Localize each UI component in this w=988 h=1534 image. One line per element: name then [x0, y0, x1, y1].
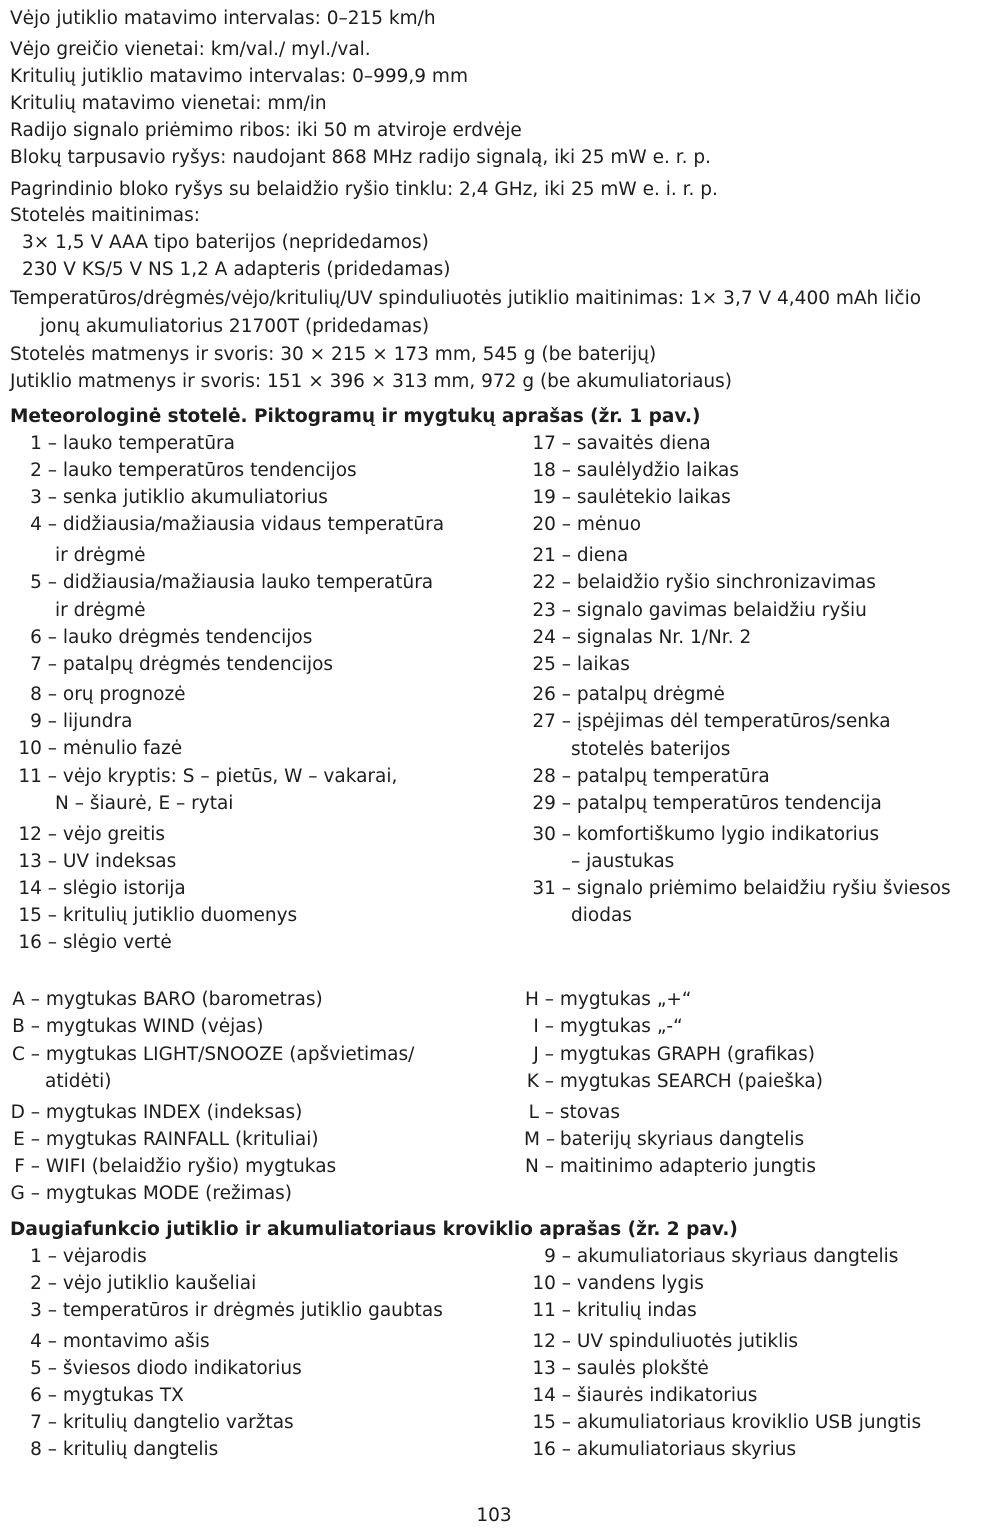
list-item [524, 430, 711, 457]
item-number: C – [11, 1044, 40, 1065]
item-text: slėgio vertė [57, 932, 172, 953]
item-number: 10 – [532, 1273, 571, 1294]
item-number: 8 – [30, 1439, 57, 1460]
item-text: mygtukas LIGHT/SNOOZE (apšvietimas/ [40, 1044, 415, 1065]
item-text: mygtukas BARO (barometras) [40, 989, 323, 1010]
item-text: komfortiškumo lygio indikatorius [571, 824, 880, 845]
list-item [524, 1409, 921, 1436]
list-item [10, 929, 172, 956]
item-text: šviesos diodo indikatorius [57, 1358, 302, 1379]
item-text: WIFI (belaidžio ryšio) mygtukas [40, 1156, 337, 1177]
item-text: mygtukas TX [57, 1385, 184, 1406]
item-text: vėjarodis [57, 1246, 147, 1267]
item-text: mygtukas RAINFALL (krituliai) [40, 1129, 319, 1150]
item-number: 15 – [532, 1412, 571, 1433]
item-continuation: – jaustukas [571, 851, 675, 872]
item-text: montavimo ašis [57, 1331, 210, 1352]
item-text: mygtukas INDEX (indeksas) [40, 1102, 303, 1123]
list-item [524, 1328, 798, 1355]
item-text: baterijų skyriaus dangtelis [554, 1129, 805, 1150]
list-item [10, 735, 182, 762]
list-item [524, 597, 867, 624]
item-text: savaitės diena [571, 433, 711, 454]
item-text: temperatūros ir drėgmės jutiklio gaubtas [57, 1300, 443, 1321]
item-text: šiaurės indikatorius [571, 1385, 758, 1406]
list-item [10, 511, 444, 538]
list-item [10, 1382, 184, 1409]
item-number: 6 – [30, 627, 57, 648]
item-text: mygtukas „+“ [554, 989, 692, 1010]
item-text: saulėlydžio laikas [571, 460, 739, 481]
list-item [10, 681, 186, 708]
item-text: UV indeksas [57, 851, 177, 872]
list-item [524, 986, 692, 1013]
item-number: 7 – [30, 1412, 57, 1433]
item-number: L – [528, 1102, 554, 1123]
item-text: kritulių jutiklio duomenys [57, 905, 298, 926]
list-item [524, 457, 739, 484]
item-number: 17 – [532, 433, 571, 454]
list-item [10, 1041, 414, 1068]
item-continuation: ir drėgmė [55, 545, 146, 566]
list-item [10, 821, 165, 848]
item-text: lauko temperatūros tendencijos [57, 460, 357, 481]
item-text: lauko drėgmės tendencijos [57, 627, 313, 648]
list-item [10, 1297, 443, 1324]
item-text: saulės plokštė [571, 1358, 709, 1379]
item-text: slėgio istorija [57, 878, 186, 899]
list-item [524, 1297, 697, 1324]
list-item [10, 1270, 256, 1297]
item-number: I – [533, 1016, 554, 1037]
item-text: kritulių dangtelis [57, 1439, 219, 1460]
item-text: vėjo jutiklio kaušeliai [57, 1273, 257, 1294]
spec-line: Vėjo jutiklio matavimo intervalas: 0–215 km/h [10, 8, 436, 29]
item-text: orų prognozė [57, 684, 186, 705]
item-text: vėjo kryptis: S – pietūs, W – vakarai, [57, 766, 398, 787]
list-item [524, 1243, 898, 1270]
list-item [524, 681, 725, 708]
item-number: 24 – [532, 627, 571, 648]
item-number: 2 – [30, 460, 57, 481]
item-number: 19 – [532, 487, 571, 508]
section-heading: Meteorologinė stotelė. Piktogramų ir mygtukų aprašas (žr. 1 pav.) [10, 406, 701, 427]
item-number: 9 – [30, 711, 57, 732]
spec-line: 230 V KS/5 V NS 1,2 A adapteris (pridedamas) [22, 259, 451, 280]
item-number: 18 – [532, 460, 571, 481]
list-item [524, 875, 951, 902]
list-item [524, 763, 770, 790]
item-continuation: N – šiaurė, E – rytai [55, 793, 234, 814]
list-item [10, 1099, 302, 1126]
item-number: 11 – [18, 766, 57, 787]
item-number: G – [10, 1183, 40, 1204]
item-text: vėjo greitis [57, 824, 166, 845]
list-item [10, 875, 186, 902]
list-item [524, 1382, 757, 1409]
item-number: F – [14, 1156, 40, 1177]
item-text: didžiausia/mažiausia vidaus temperatūra [57, 514, 445, 535]
spec-line: Jutiklio matmenys ir svoris: 151 × 396 × 313 mm, 972 g (be akumuliatoriaus) [10, 371, 732, 392]
item-number: 5 – [30, 572, 57, 593]
item-number: 4 – [30, 1331, 57, 1352]
list-item [524, 1436, 796, 1463]
item-number: 22 – [532, 572, 571, 593]
spec-line: Radijo signalo priėmimo ribos: iki 50 m atviroje erdvėje [10, 120, 522, 141]
list-item [10, 457, 357, 484]
section-heading: Daugiafunkcio jutiklio ir akumuliatoriaus kroviklio aprašas (žr. 2 pav.) [10, 1219, 738, 1240]
item-number: 30 – [532, 824, 571, 845]
item-number: 13 – [18, 851, 57, 872]
list-item [524, 1041, 815, 1068]
item-number: 5 – [30, 1358, 57, 1379]
item-text: UV spinduliuotės jutiklis [571, 1331, 799, 1352]
item-number: 2 – [30, 1273, 57, 1294]
item-continuation: atidėti) [45, 1071, 112, 1092]
item-number: 25 – [532, 654, 571, 675]
item-text: patalpų drėgmė [571, 684, 725, 705]
spec-line: Pagrindinio bloko ryšys su belaidžio ryšio tinklu: 2,4 GHz, iki 25 mW e. i. r. p. [10, 179, 718, 200]
item-text: kritulių indas [571, 1300, 697, 1321]
list-item [10, 986, 323, 1013]
list-item [524, 624, 751, 651]
list-item [10, 848, 176, 875]
item-number: 1 – [30, 1246, 57, 1267]
item-text: patalpų drėgmės tendencijos [57, 654, 334, 675]
item-text: saulėtekio laikas [571, 487, 731, 508]
list-item [524, 1153, 816, 1180]
item-number: M – [524, 1129, 556, 1150]
item-number: 27 – [532, 711, 571, 732]
spec-line: Kritulių matavimo vienetai: mm/in [10, 93, 327, 114]
list-item [10, 1126, 319, 1153]
list-item [10, 569, 433, 596]
list-item [524, 1270, 704, 1297]
list-item [524, 542, 628, 569]
item-text: lauko temperatūra [57, 433, 235, 454]
item-number: 10 – [18, 738, 57, 759]
item-number: 4 – [30, 514, 57, 535]
item-number: 21 – [532, 545, 571, 566]
spec-line: jonų akumuliatorius 21700T (pridedamas) [40, 316, 430, 337]
item-number: 15 – [18, 905, 57, 926]
spec-line: Kritulių jutiklio matavimo intervalas: 0–999,9 mm [10, 66, 468, 87]
item-text: maitinimo adapterio jungtis [554, 1156, 816, 1177]
list-item [10, 484, 328, 511]
item-number: 7 – [30, 654, 57, 675]
list-item [10, 624, 312, 651]
item-text: įspėjimas dėl temperatūros/senka [571, 711, 891, 732]
item-number: H – [524, 989, 554, 1010]
item-number: 9 – [544, 1246, 571, 1267]
item-number: 12 – [18, 824, 57, 845]
item-number: 16 – [18, 932, 57, 953]
list-item [524, 484, 731, 511]
item-text: mygtukas MODE (režimas) [40, 1183, 293, 1204]
item-text: signalo priėmimo belaidžiu ryšiu šviesos [571, 878, 951, 899]
item-text: patalpų temperatūra [571, 766, 770, 787]
list-item [10, 1436, 218, 1463]
item-text: didžiausia/mažiausia lauko temperatūra [57, 572, 434, 593]
spec-line: Temperatūros/drėgmės/vėjo/kritulių/UV spinduliuotės jutiklio maitinimas: 1× 3,7 V 4,400 mAh ličio [10, 288, 922, 309]
list-item [524, 1099, 620, 1126]
page-number: 103 [476, 1505, 512, 1526]
item-text: patalpų temperatūros tendencija [571, 793, 882, 814]
item-text: mygtukas GRAPH (grafikas) [554, 1044, 815, 1065]
list-item [10, 1180, 292, 1207]
list-item [524, 1126, 804, 1153]
list-item [524, 1013, 683, 1040]
list-item [524, 821, 879, 848]
list-item [10, 1243, 147, 1270]
item-number: E – [13, 1129, 40, 1150]
item-number: 6 – [30, 1385, 57, 1406]
list-item [524, 1355, 709, 1382]
spec-line: Stotelės maitinimas: [10, 205, 200, 226]
item-number: 13 – [532, 1358, 571, 1379]
item-text: mygtukas SEARCH (paieška) [554, 1071, 823, 1092]
item-text: laikas [571, 654, 630, 675]
list-item [524, 511, 641, 538]
list-item [524, 651, 630, 678]
item-number: 14 – [532, 1385, 571, 1406]
item-text: vandens lygis [571, 1273, 704, 1294]
item-number: 12 – [532, 1331, 571, 1352]
item-number: 29 – [532, 793, 571, 814]
spec-line: Stotelės matmenys ir svoris: 30 × 215 × 173 mm, 545 g (be baterijų) [10, 344, 657, 365]
list-item [524, 708, 891, 735]
item-text: lijundra [57, 711, 133, 732]
item-text: mygtukas „-“ [554, 1016, 683, 1037]
item-text: mygtukas WIND (vėjas) [40, 1016, 264, 1037]
item-continuation: ir drėgmė [55, 600, 146, 621]
list-item [10, 1409, 294, 1436]
item-number: 8 – [30, 684, 57, 705]
item-text: diena [571, 545, 629, 566]
item-number: 3 – [30, 1300, 57, 1321]
spec-line: Blokų tarpusavio ryšys: naudojant 868 MHz radijo signalą, iki 25 mW e. r. p. [10, 147, 712, 168]
item-number: N – [525, 1156, 554, 1177]
item-number: 14 – [18, 878, 57, 899]
item-text: senka jutiklio akumuliatorius [57, 487, 328, 508]
item-number: K – [526, 1071, 554, 1092]
item-number: 20 – [532, 514, 571, 535]
list-item [10, 708, 132, 735]
item-number: 11 – [532, 1300, 571, 1321]
item-continuation: stotelės baterijos [571, 739, 731, 760]
item-number: 31 – [532, 878, 571, 899]
item-number: A – [12, 989, 40, 1010]
item-number: 3 – [30, 487, 57, 508]
list-item [524, 569, 876, 596]
item-text: stovas [554, 1102, 621, 1123]
list-item [10, 651, 333, 678]
item-text: akumuliatoriaus kroviklio USB jungtis [571, 1412, 922, 1433]
list-item [10, 1328, 210, 1355]
list-item [10, 430, 235, 457]
item-text: signalo gavimas belaidžiu ryšiu [571, 600, 867, 621]
item-number: J – [533, 1044, 554, 1065]
item-text: mėnuo [571, 514, 642, 535]
list-item [524, 790, 882, 817]
list-item [10, 1013, 263, 1040]
item-text: belaidžio ryšio sinchronizavimas [571, 572, 876, 593]
list-item [10, 1355, 302, 1382]
item-number: B – [12, 1016, 40, 1037]
item-text: signalas Nr. 1/Nr. 2 [571, 627, 752, 648]
item-number: 23 – [532, 600, 571, 621]
list-item [524, 1068, 823, 1095]
list-item [10, 763, 397, 790]
item-continuation: diodas [571, 905, 632, 926]
item-number: 1 – [30, 433, 57, 454]
list-item [10, 902, 297, 929]
spec-line: 3× 1,5 V AAA tipo baterijos (nepridedamos) [22, 232, 429, 253]
item-number: 16 – [532, 1439, 571, 1460]
item-text: kritulių dangtelio varžtas [57, 1412, 294, 1433]
item-text: akumuliatoriaus skyrius [571, 1439, 797, 1460]
item-number: D – [10, 1102, 40, 1123]
list-item [10, 1153, 336, 1180]
item-number: 28 – [532, 766, 571, 787]
item-number: 26 – [532, 684, 571, 705]
item-text: mėnulio fazė [57, 738, 183, 759]
item-text: akumuliatoriaus skyriaus dangtelis [571, 1246, 899, 1267]
spec-line: Vėjo greičio vienetai: km/val./ myl./val. [10, 39, 371, 60]
